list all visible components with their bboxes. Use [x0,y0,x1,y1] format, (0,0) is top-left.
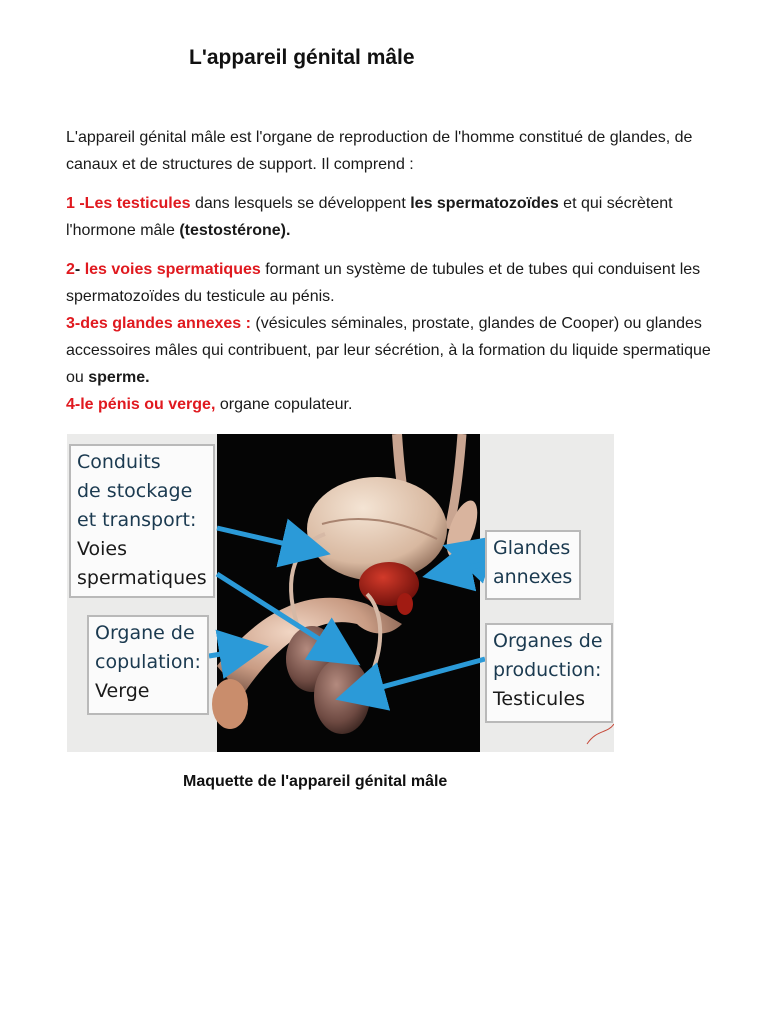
label-verge [87,615,209,715]
item-glandes-number: 3 [66,315,75,332]
item-penis-heading: 4-le pénis ou verge, [66,396,216,413]
label-conduits-line-4: Voies [77,538,128,560]
item-testicules-bold-1: les spermatozoïdes [410,195,559,212]
item-penis-text: organe copulateur. [215,396,353,413]
label-verge-line-2: copulation: [95,651,201,673]
label-glandes-line-1: Glandes [493,537,571,559]
page-title: L'appareil génital mâle [189,46,415,69]
item-penis [66,391,716,418]
item-testicules-heading: 1 -Les testicules [66,195,191,212]
item-glandes [66,310,716,391]
testicle-right [314,658,370,734]
label-glandes-line-2: annexes [493,566,573,588]
label-testicules-line-1: Organes de [493,630,603,652]
label-testicules-line-2: production: [493,659,602,681]
items-list [66,256,716,418]
label-verge-line-3: Verge [95,680,150,702]
item-glandes-bold: sperme. [88,369,150,386]
item-testicules-text-1: dans lesquels se développent [190,195,411,212]
figure-caption: Maquette de l'appareil génital mâle [183,773,448,790]
label-testicules [485,623,613,723]
label-conduits-line-5: spermatiques [77,567,207,589]
label-conduits [69,444,215,598]
item-voies [66,256,716,310]
label-testicules-line-3: Testicules [493,688,586,710]
item-voies-heading: les voies spermatiques [84,261,261,278]
intro-paragraph: L'appareil génital mâle est l'organe de reproduction de l'homme constitué de glandes, de canaux et de structures de support. Il comprend : [66,129,693,173]
label-conduits-line-3: et transport: [77,509,197,531]
item-testicules [66,190,716,244]
item-testicules-text-2: et qui sécrètent l'hormone mâle [66,195,673,239]
item-glandes-text: (vésicules séminales, prostate, glandes de Cooper) ou glandes accessoires mâles qui contribuent, par leur sécrétion, à la formation du liquide spermatique ou [66,315,711,386]
penis-glans [212,679,248,729]
item-voies-dash: - [74,261,85,278]
item-testicules-bold-2: (testostérone). [179,222,291,239]
label-glandes [485,530,581,600]
cable-decoration [587,724,614,744]
anatomy-figure [67,434,614,752]
cowper-gland [397,593,413,615]
label-verge-line-1: Organe de [95,622,195,644]
item-voies-number: 2 [66,261,75,278]
item-voies-text: formant un système de tubules et de tubes qui conduisent les spermatozoïdes du testicule au pénis. [66,261,701,305]
label-conduits-line-2: de stockage [77,480,193,502]
label-conduits-line-1: Conduits [77,451,161,473]
item-glandes-heading: -des glandes annexes : [74,315,251,332]
